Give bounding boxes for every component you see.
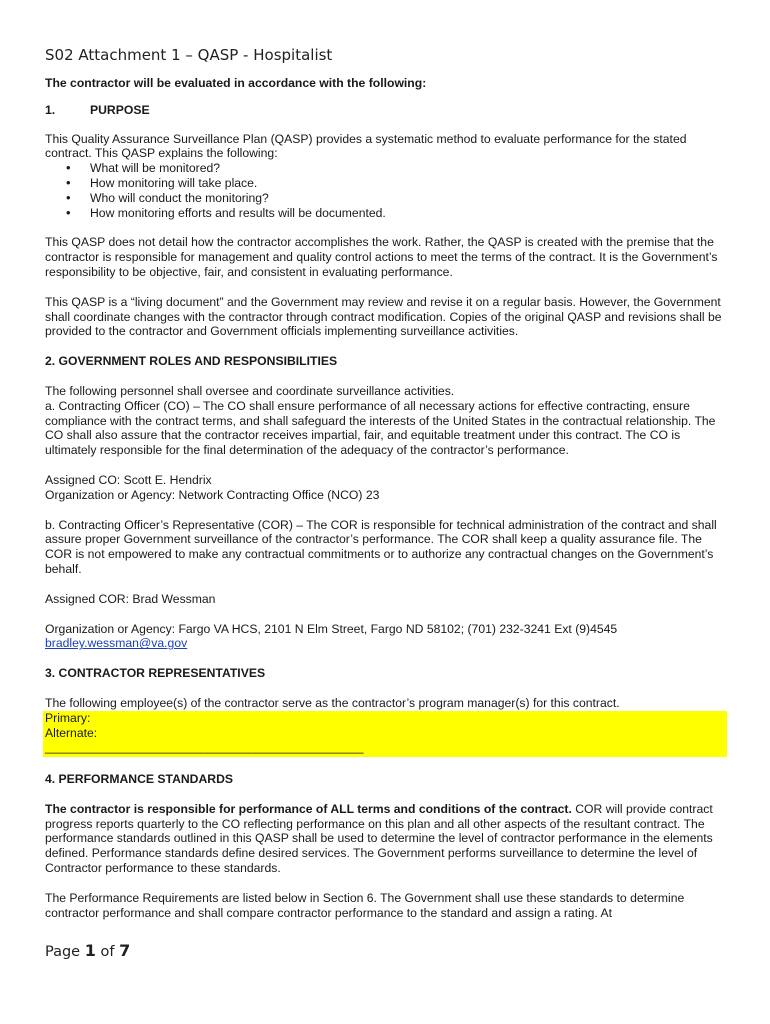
performance-paragraph-1-rest: COR will provide contract progress reports quarterly to the CO reflecting performance on this plan and all other aspects of the resultant contract. The performance standards outlined in this QASP shall be used to determine the level of contractor performance in the elements defined. Performance standards define desired services. The Government performs surveillance to determine the level of Contractor performance to these standards.: [45, 801, 713, 876]
cor-organization: Organization or Agency: Fargo VA HCS, 2101 N Elm Street, Fargo ND 58102; (701) 232-3241 Ext (9)4545: [45, 621, 618, 636]
performance-heading: 4. PERFORMANCE STANDARDS: [45, 772, 234, 787]
document-body: [45, 46, 725, 935]
bullet-item: • How monitoring efforts and results will be documented.: [90, 206, 725, 221]
assigned-cor: Assigned COR: Brad Wessman: [45, 591, 216, 606]
performance-paragraph-2: The Performance Requirements are listed below in Section 6. The Government shall use these standards to determine contractor performance and shall compare contractor performance to the standard and assign a rating. At: [45, 890, 685, 920]
performance-emphasis: The contractor is responsible for performance of ALL terms and conditions of the contract.: [45, 801, 572, 816]
contractor-heading: 3. CONTRACTOR REPRESENTATIVES: [45, 666, 266, 681]
roles-intro: The following personnel shall oversee and coordinate surveillance activities.: [45, 383, 455, 398]
alternate-label: Alternate:: [45, 725, 98, 740]
signature-line: _______________________________________________: [45, 740, 364, 755]
of-label: of: [95, 944, 120, 960]
contractor-representatives-block: [43, 711, 727, 757]
purpose-title: PURPOSE: [90, 102, 150, 117]
page-total: 7: [119, 941, 131, 960]
primary-label: Primary:: [45, 710, 91, 725]
contractor-intro: The following employee(s) of the contractor serve as the contractor’s program manager(s) for this contract.: [45, 695, 620, 710]
purpose-heading: [45, 103, 725, 118]
cor-email-line: [45, 636, 725, 651]
bullet-item: • Who will conduct the monitoring?: [90, 191, 725, 206]
purpose-paragraph-1: This Quality Assurance Surveillance Plan (QASP) provides a systematic method to evaluate performance for the stated contract. This QASP explains the following:: [45, 131, 687, 161]
co-description: a. Contracting Officer (CO) – The CO shall ensure performance of all necessary actions for effective contracting, ensure compliance with the contract terms, and shall safeguard the interests of the United States in the contractual relationship. The CO shall also assure that the contractor receives impartial, fair, and equitable treatment under this contract. The CO is ultimately responsible for the final determination of the adequacy of the contractor’s performance.: [45, 398, 716, 458]
co-organization: Organization or Agency: Network Contracting Office (NCO) 23: [45, 487, 380, 502]
intro-statement: The contractor will be evaluated in accordance with the following:: [45, 76, 427, 90]
assigned-co: Assigned CO: Scott E. Hendrix: [45, 472, 212, 487]
bullet-item: • How monitoring will take place.: [90, 176, 725, 191]
document-title: S02 Attachment 1 – QASP - Hospitalist: [45, 46, 333, 64]
purpose-paragraph-2: This QASP does not detail how the contractor accomplishes the work. Rather, the QASP is created with the premise that the contractor is responsible for management and quality control actions to meet the terms of the contract. It is the Government’s responsibility to be objective, fair, and consistent in evaluating performance.: [45, 235, 718, 279]
roles-heading: 2. GOVERNMENT ROLES AND RESPONSIBILITIES: [45, 354, 338, 369]
purpose-bullet-list: [45, 161, 725, 220]
page-footer: [45, 941, 130, 960]
cor-description: b. Contracting Officer’s Representative (COR) – The COR is responsible for technical administration of the contract and shall assure proper Government surveillance of the contractor’s performance. The COR shall keep a quality assurance file. The COR is not empowered to make any contractual commitments or to authorize any contractual changes on the Government’s behalf.: [45, 517, 717, 576]
cor-email-link[interactable]: bradley.wessman@va.gov: [45, 636, 188, 651]
page-number: 1: [84, 941, 96, 960]
page-label: Page: [45, 944, 85, 960]
performance-paragraph-1: [45, 802, 725, 876]
purpose-paragraph-3: This QASP is a “living document” and the Government may review and revise it on a regular basis. However, the Government shall coordinate changes with the contractor through contract modification. Copies of the original QASP and revisions shall be provided to the contractor and Government officials implementing surveillance activities.: [45, 294, 722, 339]
bullet-item: • What will be monitored?: [90, 161, 725, 176]
purpose-number: 1.: [45, 102, 56, 117]
